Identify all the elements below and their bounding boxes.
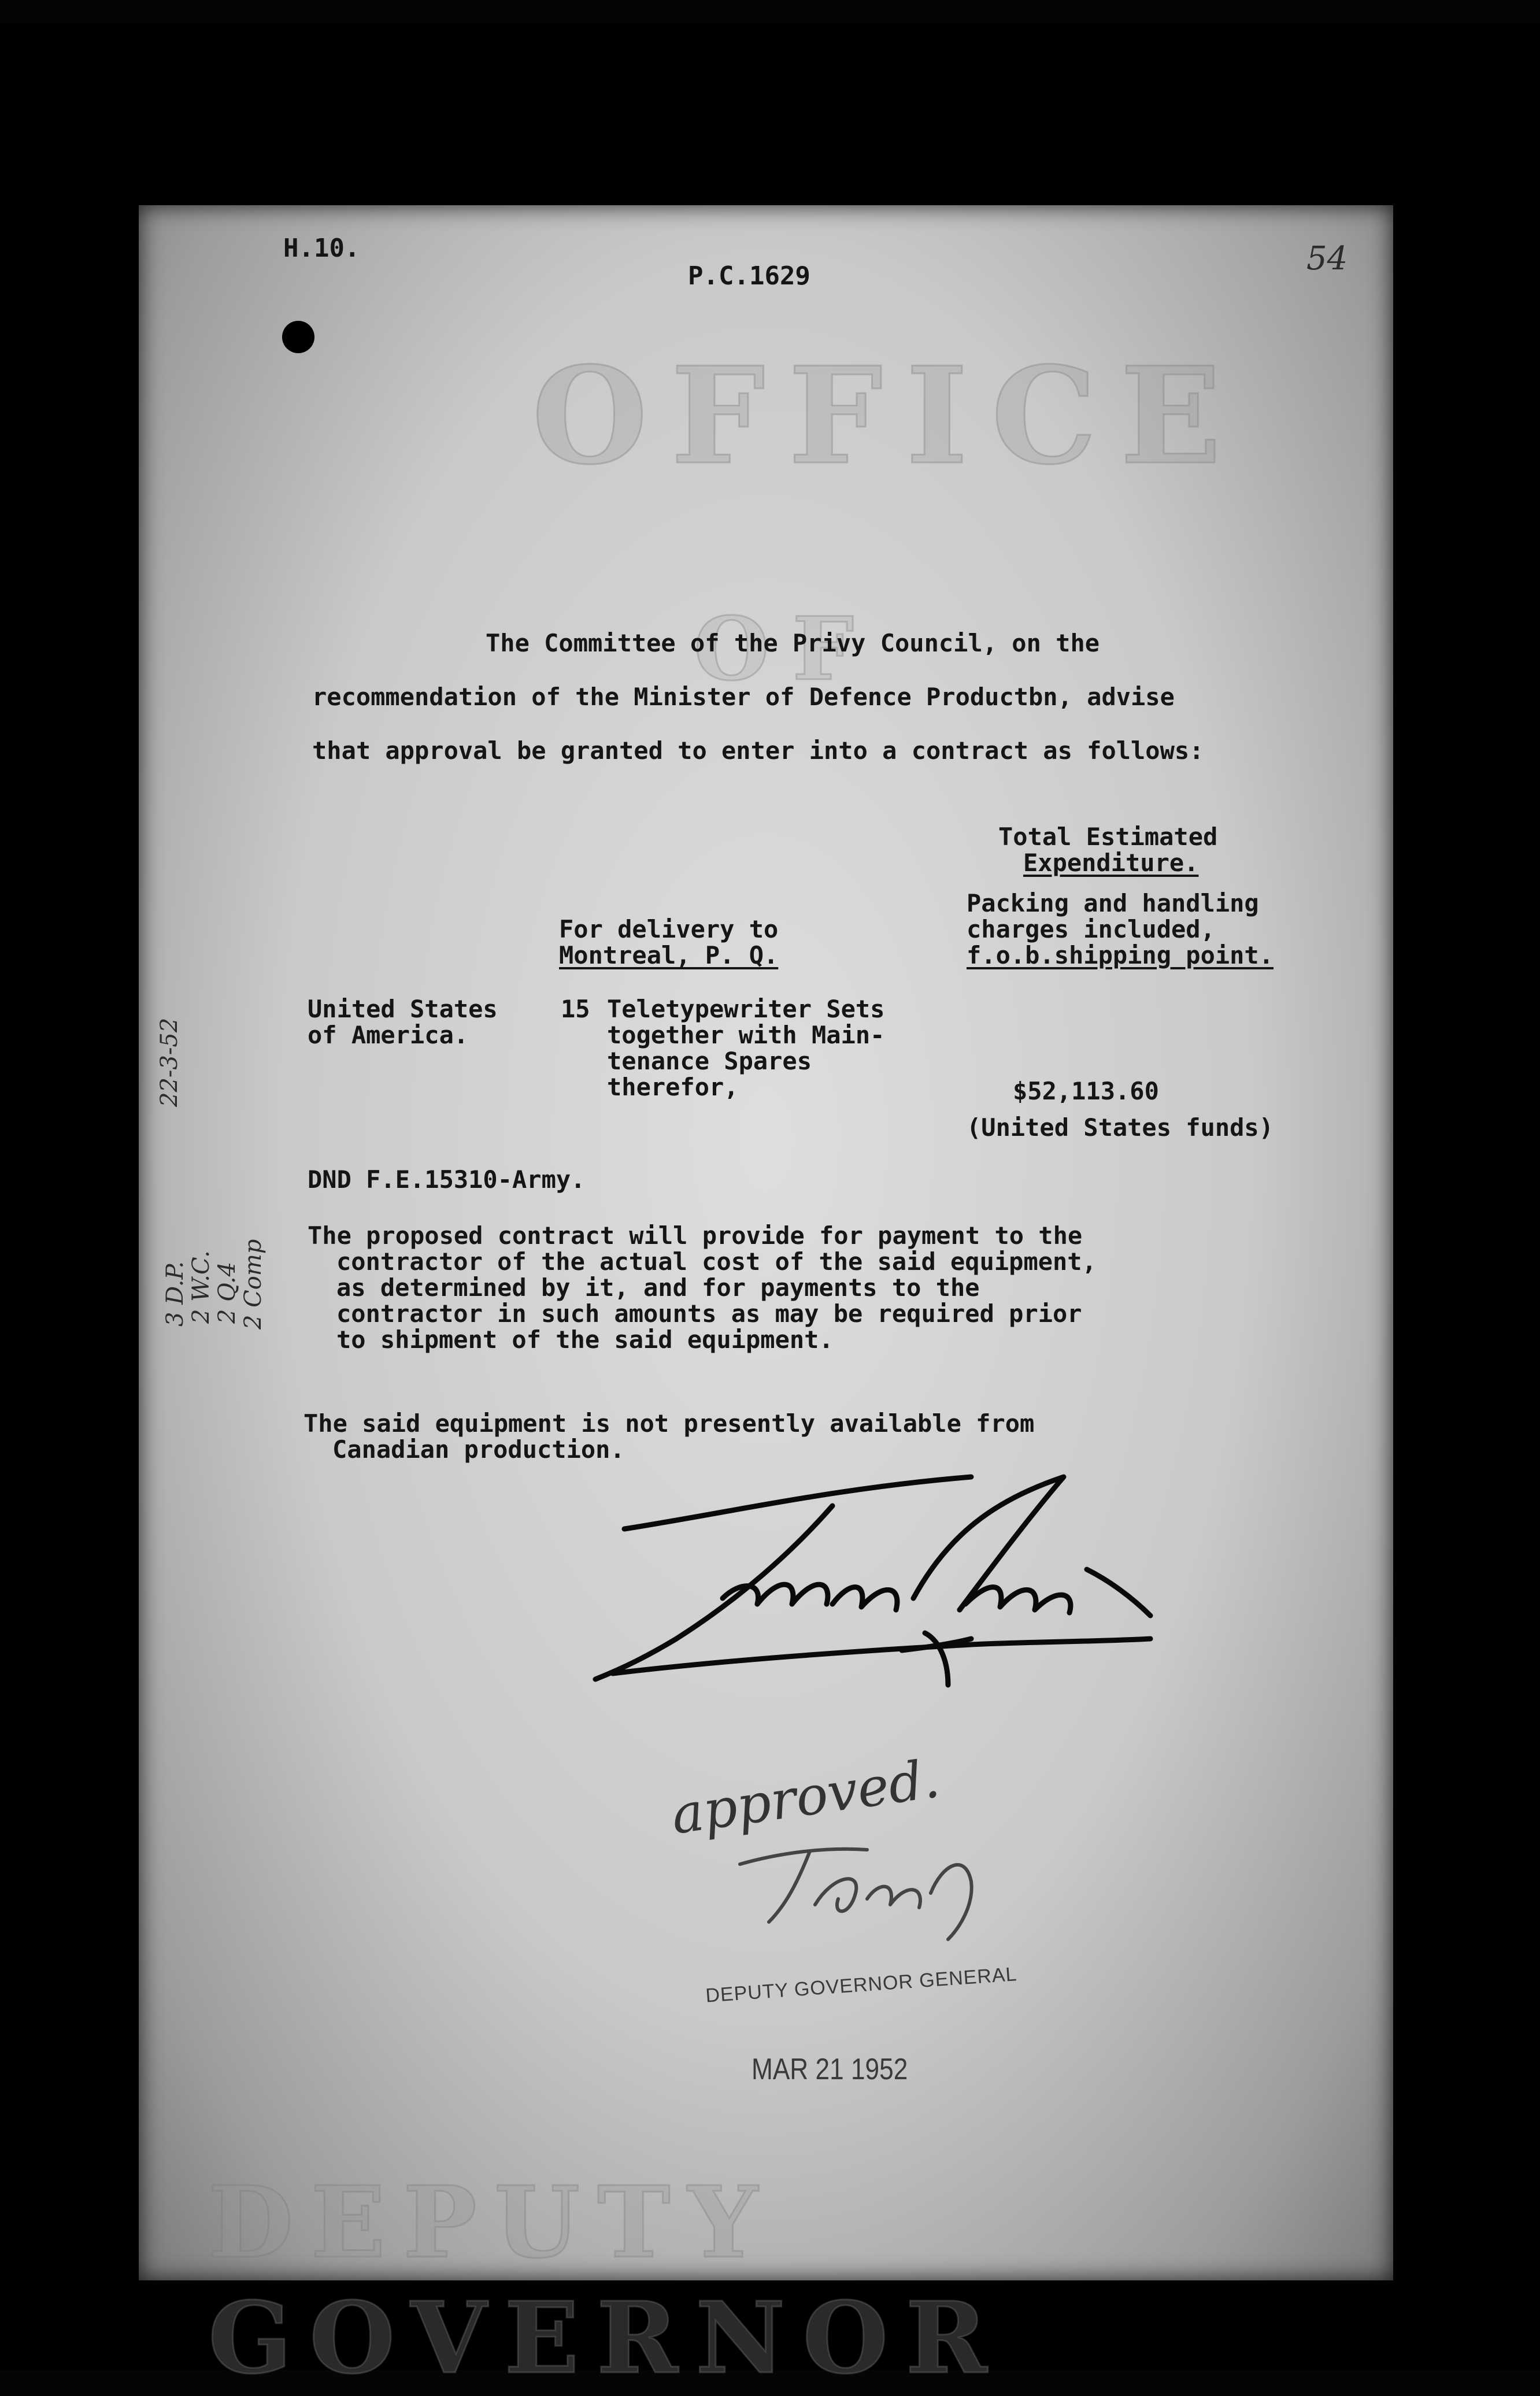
watermark-office: OFFICE	[532, 338, 1245, 494]
paragraph-1-line-5: to shipment of the said equipment.	[336, 1325, 834, 1354]
approval-initials-graphic	[728, 1830, 994, 1945]
paragraph-1-line-4: contractor in such amounts as may be required prior	[336, 1299, 1082, 1328]
order-number: P.C.1629	[688, 261, 810, 291]
deputy-governor-stamp: DEPUTY GOVERNOR GENERAL	[705, 1963, 1018, 2007]
margin-note-4: 2 Comp	[240, 1239, 266, 1330]
intro-line-1: The Committee of the Privy Council, on the	[486, 629, 1100, 657]
approved-handwriting: approved.	[667, 1747, 943, 1846]
punch-hole	[282, 321, 314, 353]
amount: $52,113.60	[1013, 1077, 1159, 1105]
packing-line-3: f.o.b.shipping point.	[967, 941, 1274, 969]
item-line-3: tenance Spares	[607, 1047, 812, 1075]
page-number: 54	[1306, 240, 1348, 277]
document-page	[139, 205, 1393, 2396]
margin-note-3: 2 Q.4	[214, 1261, 240, 1324]
margin-note-2: 2 W.C.	[188, 1250, 214, 1324]
watermark-of: OF	[694, 598, 878, 700]
intro-line-2: recommendation of the Minister of Defence Productbn, advise	[312, 683, 1175, 711]
expenditure-header-1: Total Estimated	[998, 823, 1218, 851]
date-stamp: MAR 21 1952	[752, 2053, 908, 2086]
paragraph-2-line-2: Canadian production.	[332, 1435, 625, 1464]
reference: DND F.E.15310-Army.	[308, 1165, 586, 1194]
intro-line-3: that approval be granted to enter into a contract as follows:	[312, 736, 1204, 765]
quantity: 15	[561, 995, 590, 1023]
expenditure-header-2: Expenditure.	[1023, 849, 1199, 877]
signature-graphic	[590, 1465, 1168, 1708]
packing-line-2: charges included,	[967, 915, 1215, 943]
item-line-2: together with Main-	[607, 1021, 885, 1049]
margin-note-1: 3 D.P.	[162, 1261, 188, 1327]
currency: (United States funds)	[967, 1113, 1274, 1142]
delivery-line-2: Montreal, P. Q.	[559, 941, 779, 969]
paragraph-1-line-3: as determined by it, and for payments to the	[336, 1273, 980, 1302]
paragraph-2-line-1: The said equipment is not presently available from	[303, 1409, 1035, 1438]
packing-line-1: Packing and handling	[967, 889, 1259, 917]
paragraph-1-line-1: The proposed contract will provide for payment to the	[308, 1221, 1083, 1250]
item-line-1: Teletypewriter Sets	[607, 995, 885, 1023]
supplier-line-1: United States	[308, 995, 498, 1023]
paragraph-1-line-2: contractor of the actual cost of the said equipment,	[336, 1247, 1097, 1276]
item-line-4: therefor,	[607, 1073, 739, 1101]
supplier-line-2: of America.	[308, 1021, 469, 1049]
margin-note-date: 22-3-52	[156, 1017, 183, 1107]
file-code: H.10.	[283, 234, 360, 263]
watermark-deputy-governor: DEPUTY GOVERNOR	[208, 2165, 1005, 2396]
delivery-line-1: For delivery to	[559, 915, 779, 943]
